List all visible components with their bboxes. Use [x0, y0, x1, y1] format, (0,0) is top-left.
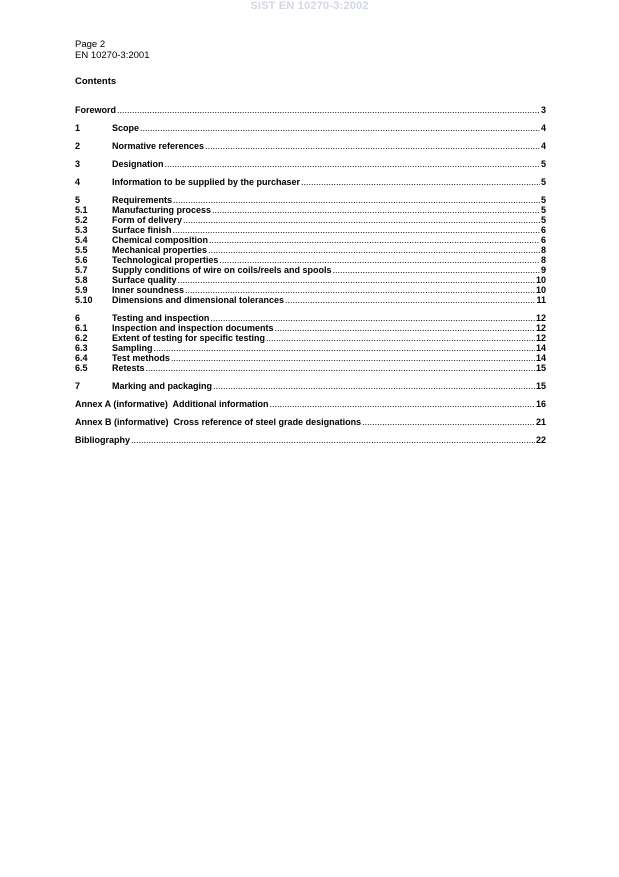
toc-number: 2: [75, 141, 81, 151]
toc-page: 12: [535, 333, 546, 343]
toc-page: 21: [535, 417, 546, 427]
toc-page: 9: [540, 265, 546, 275]
toc-page: 8: [540, 245, 546, 255]
toc-entry[interactable]: [75, 381, 546, 391]
toc-page: 11: [536, 295, 546, 305]
toc-leader: [178, 275, 535, 285]
toc-page: 14: [535, 343, 546, 353]
toc-leader: [362, 417, 535, 427]
toc-number: 5.4: [75, 235, 88, 245]
toc-leader: [219, 255, 540, 265]
toc-entry[interactable]: [75, 195, 546, 205]
toc-title: Technological properties: [112, 255, 219, 265]
toc-entry[interactable]: [75, 417, 546, 427]
toc-title: Surface finish: [112, 225, 172, 235]
toc-number: 6.5: [75, 363, 88, 373]
toc-leader: [173, 225, 540, 235]
toc-title: Information to be supplied by the purchaser: [112, 177, 301, 187]
toc-page: 8: [540, 255, 546, 265]
toc-entry[interactable]: [75, 105, 546, 115]
toc-page: 5: [540, 177, 546, 187]
toc-leader: [205, 141, 540, 151]
toc-entry[interactable]: [75, 285, 546, 295]
toc-number: 5.9: [75, 285, 88, 295]
document-id: EN 10270-3:2001: [75, 50, 150, 61]
toc-title: Chemical composition: [112, 235, 209, 245]
toc-title: Testing and inspection: [112, 313, 210, 323]
toc-entry[interactable]: [75, 123, 546, 133]
toc-entry[interactable]: [75, 353, 546, 363]
toc-entry[interactable]: [75, 333, 546, 343]
toc-page: 10: [535, 285, 546, 295]
toc-leader: [171, 353, 535, 363]
toc-entry[interactable]: [75, 295, 546, 305]
toc-title: Retests: [112, 363, 145, 373]
toc-leader: [140, 123, 540, 133]
toc-title: Extent of testing for specific testing: [112, 333, 266, 343]
toc-leader: [301, 177, 540, 187]
toc-number: 1: [75, 123, 81, 133]
toc-title: Sampling: [112, 343, 153, 353]
toc-leader: [210, 313, 535, 323]
toc-entry[interactable]: [75, 265, 546, 275]
toc-number: 7: [75, 381, 81, 391]
toc-leader: [208, 245, 540, 255]
toc-number: 5.5: [75, 245, 88, 255]
contents-title: Contents: [75, 76, 117, 87]
toc-page: 5: [540, 159, 546, 169]
toc-number: 5.7: [75, 265, 88, 275]
toc-entry[interactable]: [75, 275, 546, 285]
toc-title: Annex A (informative) Additional information: [75, 399, 269, 409]
toc-title: Dimensions and dimensional tolerances: [112, 295, 285, 305]
toc-title: Test methods: [112, 353, 170, 363]
toc-title: Supply conditions of wire on coils/reels and spools: [112, 265, 332, 275]
toc-page: 5: [540, 215, 546, 225]
toc-page: 15: [535, 381, 546, 391]
toc-number: 5.10: [75, 295, 93, 305]
toc-page: 5: [540, 205, 546, 215]
toc-title: Foreword: [75, 105, 117, 115]
toc-number: 6.3: [75, 343, 88, 353]
toc-leader: [209, 235, 540, 245]
toc-leader: [270, 399, 535, 409]
toc-entry[interactable]: [75, 313, 546, 323]
toc-title: Inspection and inspection documents: [112, 323, 274, 333]
toc-page: 6: [540, 225, 546, 235]
toc-leader: [117, 105, 540, 115]
toc-number: 5.6: [75, 255, 88, 265]
toc-title: Mechanical properties: [112, 245, 208, 255]
toc-entry[interactable]: [75, 399, 546, 409]
toc-page: 4: [540, 123, 546, 133]
toc-title: Inner soundness: [112, 285, 185, 295]
toc-title: Form of delivery: [112, 215, 183, 225]
toc-number: 6.4: [75, 353, 88, 363]
toc-page: 14: [535, 353, 546, 363]
toc-title: Surface quality: [112, 275, 177, 285]
toc-number: 5.1: [75, 205, 88, 215]
watermark: SIST EN 10270-3:2002: [250, 0, 369, 12]
toc-page: 5: [540, 195, 546, 205]
toc-page: 22: [535, 435, 546, 445]
toc-entry[interactable]: [75, 215, 546, 225]
toc-title: Scope: [112, 123, 140, 133]
table-of-contents: [75, 105, 546, 445]
toc-number: 5: [75, 195, 81, 205]
toc-title: Annex B (informative) Cross reference of steel grade designations: [75, 417, 362, 427]
toc-title: Manufacturing process: [112, 205, 212, 215]
toc-page: 4: [540, 141, 546, 151]
toc-entry[interactable]: [75, 159, 546, 169]
toc-number: 5.8: [75, 275, 88, 285]
toc-number: 4: [75, 177, 81, 187]
toc-leader: [165, 159, 540, 169]
toc-number: 6.2: [75, 333, 88, 343]
toc-page: 12: [535, 323, 546, 333]
toc-leader: [183, 215, 540, 225]
toc-entry[interactable]: [75, 177, 546, 187]
toc-leader: [275, 323, 535, 333]
toc-leader: [154, 343, 535, 353]
toc-entry[interactable]: [75, 141, 546, 151]
toc-leader: [131, 435, 535, 445]
toc-leader: [146, 363, 535, 373]
toc-entry[interactable]: [75, 255, 546, 265]
toc-entry[interactable]: [75, 245, 546, 255]
toc-leader: [212, 205, 540, 215]
toc-title: Bibliography: [75, 435, 131, 445]
page-label: Page 2: [75, 39, 106, 50]
toc-page: 10: [535, 275, 546, 285]
toc-leader: [266, 333, 535, 343]
toc-number: 5.2: [75, 215, 88, 225]
toc-leader: [185, 285, 535, 295]
toc-page: 16: [535, 399, 546, 409]
toc-page: 3: [540, 105, 546, 115]
toc-title: Designation: [112, 159, 164, 169]
toc-number: 6.1: [75, 323, 88, 333]
toc-number: 3: [75, 159, 81, 169]
toc-leader: [213, 381, 535, 391]
toc-number: 6: [75, 313, 81, 323]
toc-entry[interactable]: [75, 363, 546, 373]
toc-entry[interactable]: [75, 435, 546, 445]
toc-page: 12: [535, 313, 546, 323]
toc-leader: [173, 195, 540, 205]
toc-entry[interactable]: [75, 225, 546, 235]
toc-page: 6: [540, 235, 546, 245]
toc-title: Marking and packaging: [112, 381, 213, 391]
page-header: [75, 39, 149, 61]
toc-leader: [333, 265, 540, 275]
toc-page: 15: [535, 363, 546, 373]
toc-title: Requirements: [112, 195, 173, 205]
toc-entry[interactable]: [75, 235, 546, 245]
toc-title: Normative references: [112, 141, 205, 151]
toc-entry[interactable]: [75, 323, 546, 333]
toc-number: 5.3: [75, 225, 88, 235]
toc-leader: [285, 295, 535, 305]
toc-entry[interactable]: [75, 343, 546, 353]
toc-entry[interactable]: [75, 205, 546, 215]
